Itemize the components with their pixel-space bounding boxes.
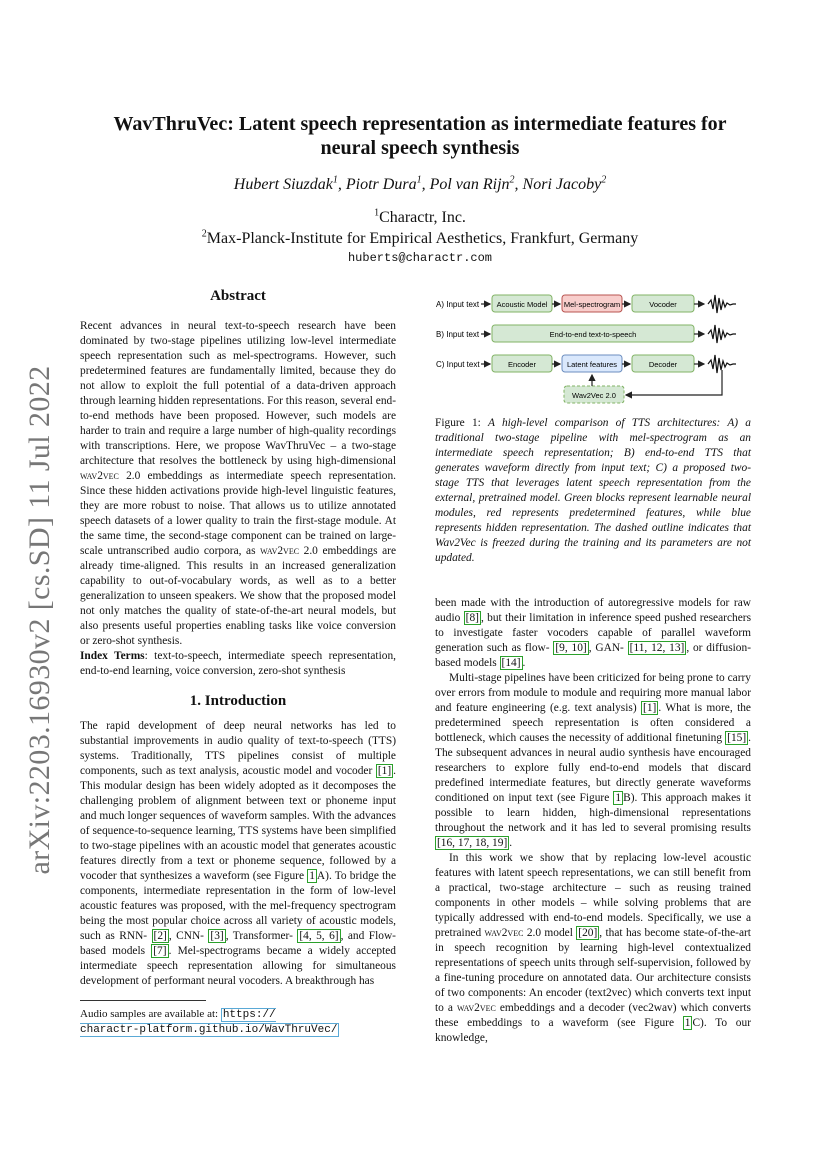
affiliation: [90, 209, 750, 227]
footnote-url-part: charactr-platform.github.io/WavThruVec/: [80, 1024, 338, 1036]
text-run: , Transformer-: [225, 930, 298, 942]
affiliation-mark: 2: [201, 228, 207, 240]
text-run: , CNN-: [168, 930, 209, 942]
row-c-label: C) Input text: [436, 360, 480, 369]
text-run: . What is more, the predetermined speech representation is often considered a bottleneck, which causes the necessity of additional finetuning: [435, 702, 751, 744]
affiliation-text: Charactr, Inc.: [379, 209, 466, 226]
citation-link[interactable]: [11, 12, 13]: [629, 642, 685, 654]
text-run-smallcaps: wav2vec: [80, 470, 119, 482]
paper-title-line-2: neural speech synthesis: [320, 137, 520, 159]
author-name: Piotr Dura: [345, 176, 417, 193]
citation-link[interactable]: [16, 17, 18, 19]: [437, 837, 508, 849]
abstract-heading: Abstract: [210, 288, 266, 304]
wav2vec-label: Wav2Vec 2.0: [572, 391, 616, 400]
author-affiliation-mark: 2: [601, 174, 607, 186]
figure-caption-label: Figure 1:: [435, 417, 488, 429]
mel-spectrogram-label: Mel-spectrogram: [563, 300, 621, 309]
author-name: Nori Jacoby: [522, 176, 602, 193]
latent-features-label: Latent features: [566, 360, 618, 369]
text-run: .: [509, 837, 513, 849]
waveform-icon: [708, 295, 736, 313]
figure-reference-link[interactable]: 1: [684, 1017, 691, 1029]
citation-link[interactable]: [8]: [465, 612, 479, 624]
index-terms-label: Index Terms: [80, 650, 145, 662]
citation-link[interactable]: [2]: [153, 930, 167, 942]
paper-title-line-1: WavThruVec: Latent speech representation as intermediate features for: [113, 113, 727, 135]
author-list: [90, 176, 750, 194]
text-run: , and Flow-based models: [80, 930, 396, 957]
decoder-label: Decoder: [648, 360, 678, 369]
citation-link[interactable]: [1]: [377, 765, 392, 777]
introduction-paragraph: [80, 719, 396, 989]
text-run-smallcaps: wav2vec: [260, 545, 300, 557]
text-run: . Mel-spectrograms became a widely accepted intermediate speech representation allowing for simultaneous development of performant neural vocoders. A breakthrough has: [80, 945, 396, 987]
text-run: . The subsequent advances in neural audio synthesis have encouraged researchers to explore fully end-to-end models that discard predefined intermediate features, but directly generate waveforms conditioned on input text (see Figure: [435, 732, 751, 804]
author-separator: ,: [514, 176, 523, 193]
author-name: Pol van Rijn: [429, 176, 510, 193]
row-b-label: B) Input text: [436, 330, 480, 339]
figure-caption-text: A high-level comparison of TTS architectures: A) a traditional two-stage pipeline with mel-spectrogram as an intermediate speech representation; B) end-to-end TTS that generates waveform directly from input text; C) a proposed two-stage TTS that leverages latent speech representation from the external, pretrained model. Green blocks represent learnable neural modules, red represents predetermined features, while blue represents hidden representation. The dashed outline indicates that Wav2Vec is freezed during the training and its parameters are not updated.: [435, 417, 751, 564]
vocoder-label: Vocoder: [649, 300, 677, 309]
text-run: Recent advances in neural text-to-speech research have been dominated by two-stage pipelines utilizing low-level intermediate speech representation such as mel-spectrograms. However, such predetermined features are fundamentally limited, because they do not allow to exploit the full potential of a data-driven approach through learning hidden representations. For this reason, several end-to-end methods have been proposed. However, such models are harder to train and require a large number of high-quality recordings with transcriptions. Here, we propose WavThruVec – a two-stage architecture that resolves the bottleneck by using high-dimensional: [80, 320, 396, 467]
citation-link[interactable]: [3]: [210, 930, 224, 942]
acoustic-model-label: Acoustic Model: [496, 300, 548, 309]
text-run: 2.0 embeddings are already time-aligned. This results in an increased generalization capability to out-of-vocabulary words, as well as to a better generalization to unseen speakers. We show that the proposed model not only matches the quality of state-of-the-art neural models, but also presents useful properties enabling tasks like voice conversion or zero-shot synthesis.: [80, 545, 397, 647]
abstract-column: [80, 319, 396, 679]
encoder-label: Encoder: [508, 360, 536, 369]
paper-title: [90, 112, 750, 160]
text-run-smallcaps: wav2vec: [484, 927, 524, 939]
citation-link[interactable]: [15]: [727, 732, 747, 744]
text-run: , but their limitation in inference speed pushed researchers to investigate faster vocoders capable of parallel waveform generation such as flow-: [435, 612, 751, 654]
author-separator: ,: [337, 176, 346, 193]
footnote-text: Audio samples are available at:: [80, 1008, 221, 1020]
index-terms-text: : text-to-speech, intermediate speech representation, end-to-end learning, voice conversion, zero-shot synthesis: [80, 650, 396, 677]
text-run: 2.0 model: [523, 927, 577, 939]
text-run: .: [522, 657, 526, 669]
arxiv-stamp-text: arXiv:2203.16930v2 [cs.SD] 11 Jul 2022: [23, 365, 56, 875]
text-run: A). To bridge the components, intermediate representation in the form of low-level acoustic features was proposed, with the mel-frequency spectrogram being the most popular choice across all variety of acoustic models, such as RNN-: [80, 870, 396, 942]
waveform-icon: [708, 325, 736, 343]
index-terms: [80, 649, 396, 679]
citation-link[interactable]: [7]: [153, 945, 167, 957]
affiliation-text: Max-Planck-Institute for Empirical Aesthetics, Frankfurt, Germany: [206, 230, 639, 247]
text-run: Multi-stage pipelines have been criticized for being prone to carry over errors from module to module and requiring more manual labor and feature engineering (e.g. text analysis): [435, 672, 751, 714]
author-name: Hubert Siuzdak: [233, 176, 333, 193]
introduction-left-column: [80, 719, 396, 989]
figure-1-diagram: [430, 286, 760, 406]
citation-link[interactable]: [9, 10]: [555, 642, 587, 654]
text-run: 2.0 embeddings as intermediate speech representation. Since these hidden activations provide high-level linguistic features, they are more robust to noise. That allows us to utilize annotated speech datasets of a lower quality to train the first-stage module. At the same time, the second-stage component can be trained on large-scale untranscribed audio corpora, as: [80, 470, 396, 557]
introduction-paragraph: [435, 851, 751, 1046]
citation-link[interactable]: [4, 5, 6]: [299, 930, 339, 942]
text-run: The rapid development of deep neural networks has led to substantial improvements in audio quality of text-to-speech (TTS) systems. Traditionally, TTS pipelines consist of multiple components, such as text analysis, acoustic model and vocoder: [80, 720, 396, 777]
text-run: B). This approach makes it possible to learn hidden, high-dimensional representations throughout the network and it has led to several promising results: [435, 792, 751, 834]
footnote-rule: [80, 1000, 206, 1001]
abstract-paragraph: [80, 319, 396, 649]
citation-link[interactable]: [14]: [501, 657, 521, 669]
introduction-paragraph: [435, 596, 751, 671]
row-a-label: A) Input text: [436, 300, 480, 309]
introduction-paragraph: [435, 671, 751, 851]
text-run-smallcaps: wav2vec: [456, 1002, 496, 1014]
figure-reference-link[interactable]: 1: [615, 792, 622, 804]
text-run: . This modular design has been widely adopted as it decomposes the challenging problem of alignment between text or phoneme input and much longer sequences of waveform samples. With the advances of sequence-to-sequence learning, TTS systems have been simplified to two-stage pipelines with an acoustic model that generates acoustic features directly from a text or phoneme sequence, followed by a vocoder that synthesizes a waveform (see Figure: [80, 765, 396, 882]
author-email: huberts@charactr.com: [347, 251, 493, 265]
footnote-url-part: https://: [222, 1009, 276, 1021]
author-affiliation-mark: 1: [332, 174, 338, 186]
end-to-end-tts-label: End-to-end text-to-speech: [549, 330, 637, 339]
text-run: embeddings and a decoder (vec2wav) which converts these embeddings to a waveform (see Figure: [435, 1002, 751, 1029]
arxiv-stamp: [20, 365, 60, 875]
author-separator: ,: [421, 176, 430, 193]
author-affiliation-mark: 1: [416, 174, 422, 186]
citation-link[interactable]: [20]: [578, 927, 598, 939]
text-run: , that has become state-of-the-art in speech recognition by learning high-level contextualized representations of speech units through self-supervision, followed by a fine-tuning procedure on annotated data. Our architecture consists of two components: An encoder (text2vec) which converts text input to a: [435, 927, 751, 1014]
text-run: , or diffusion-based models: [435, 642, 751, 669]
text-run: In this work we show that by replacing low-level acoustic features with latent speech representations, we can still benefit from a practical, two-stage architecture – such as reusing trained components in other models – while solving problems that are typically addressed with end-to-end models. Specifically, we use a pretrained: [435, 852, 751, 939]
introduction-heading: 1. Introduction: [189, 693, 287, 709]
affiliation: [90, 230, 750, 248]
figure-reference-link[interactable]: 1: [309, 870, 315, 882]
introduction-right-column: [435, 596, 751, 1046]
citation-link[interactable]: [1]: [643, 702, 657, 714]
text-run: C). To our knowledge,: [435, 1017, 751, 1044]
text-run: been made with the introduction of autoregressive models for raw audio: [435, 597, 751, 624]
author-affiliation-mark: 2: [509, 174, 515, 186]
footnote: [80, 1007, 396, 1037]
text-run: , GAN-: [588, 642, 628, 654]
feedback-arrow: [626, 370, 722, 395]
affiliation-mark: 1: [374, 207, 380, 219]
figure-1-caption: [435, 416, 751, 566]
